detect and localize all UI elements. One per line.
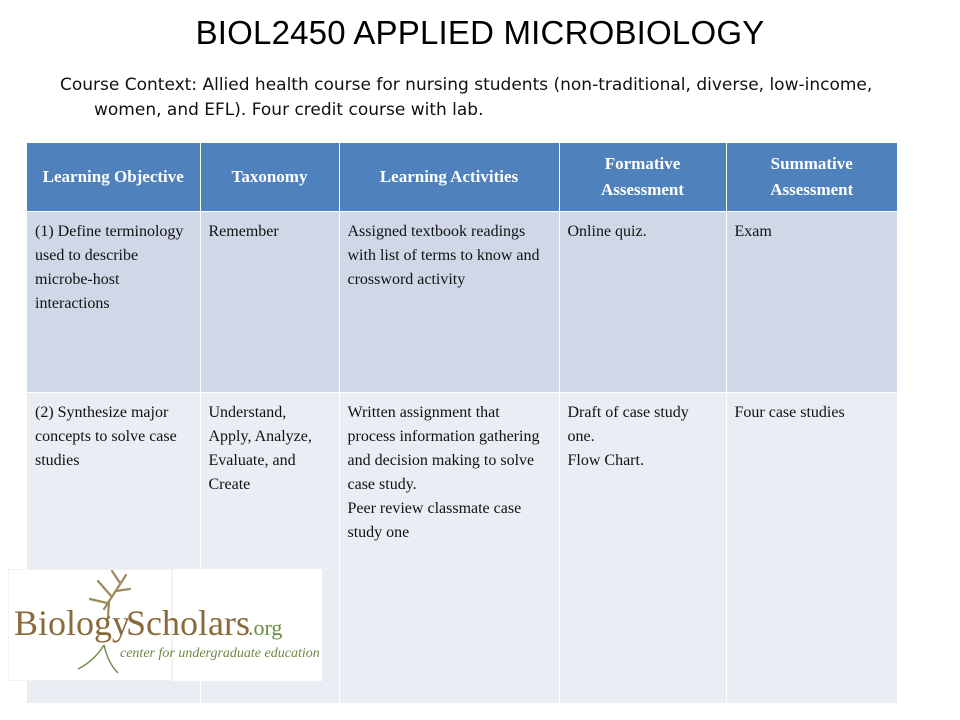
- table-header-row: [27, 143, 897, 212]
- table-cell: Remember: [200, 212, 339, 393]
- table-row: [27, 212, 897, 393]
- table-cell: Understand, Apply, Analyze, Evaluate, and Create: [200, 393, 339, 704]
- table-cell: (2) Synthesize major concepts to solve case studies: [27, 393, 200, 704]
- biologyscholars-logo: [8, 569, 322, 681]
- logo-word-biology: Biology: [14, 603, 131, 643]
- logo-word-scholars: Scholars: [126, 603, 250, 643]
- table-cell: Draft of case study one. Flow Chart.: [559, 393, 726, 704]
- header-learning-activities: Learning Activities: [339, 143, 559, 212]
- table-cell: Written assignment that process information gathering and decision making to solve case study. Peer review classmate case study one: [339, 393, 559, 704]
- logo-word-org: .org: [248, 615, 283, 640]
- table-cell: (1) Define terminology used to describe microbe-host interactions: [27, 212, 200, 393]
- table-cell: Four case studies: [726, 393, 897, 704]
- course-context: Course Context: Allied health course for nursing students (non-traditional, diverse, low-income, women, and EFL). Four credit course with lab.: [60, 75, 873, 120]
- header-taxonomy: Taxonomy: [200, 143, 339, 212]
- logo-tagline: center for undergraduate education: [120, 646, 320, 661]
- table-cell: Online quiz.: [559, 212, 726, 393]
- page-title: BIOL2450 APPLIED MICROBIOLOGY: [195, 14, 765, 51]
- table-cell: Assigned textbook readings with list of terms to know and crossword activity: [339, 212, 559, 393]
- header-summative-assessment: Summative Assessment: [726, 143, 897, 212]
- header-learning-objective: Learning Objective: [27, 143, 200, 212]
- table-cell: Exam: [726, 212, 897, 393]
- header-formative-assessment: Formative Assessment: [559, 143, 726, 212]
